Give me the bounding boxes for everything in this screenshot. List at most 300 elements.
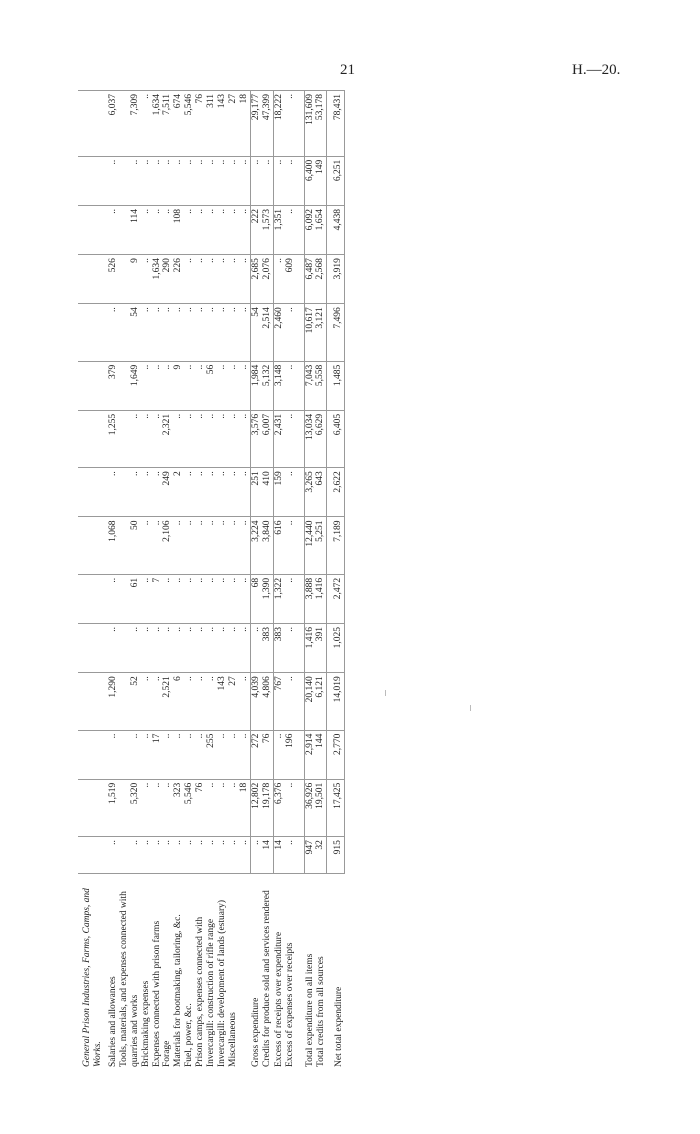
value-cell: 2,076	[262, 255, 273, 304]
value-cell: 255	[206, 730, 217, 779]
value-cell: 6,629	[315, 410, 326, 467]
spacer-row	[296, 91, 305, 1071]
value-cell: 143	[217, 673, 228, 730]
value-cell: 14	[262, 837, 273, 874]
value-cell: 222	[250, 205, 261, 254]
value-cell: 2,321	[162, 410, 173, 467]
value-cell: 36,926	[304, 779, 315, 836]
value-cell: 249	[162, 468, 173, 517]
value-cell: 526	[108, 255, 119, 304]
value-cell: 196	[285, 730, 296, 779]
value-cell: ..	[206, 205, 217, 254]
value-cell: ..	[195, 205, 206, 254]
value-cell: ..	[119, 468, 141, 517]
value-cell: ..	[206, 156, 217, 205]
table-row	[184, 91, 195, 1071]
value-cell: 6,487	[304, 255, 315, 304]
row-label: Prison camps, expenses connected with	[195, 916, 206, 1067]
value-cell: 2,460	[273, 304, 284, 361]
row-label: Salaries and allowances	[107, 976, 118, 1067]
value-cell: ..	[184, 156, 195, 205]
row-label: Brickmaking expenses	[140, 980, 151, 1067]
value-cell: 27	[228, 673, 239, 730]
value-cell: 4,039	[250, 673, 261, 730]
value-cell: 68	[250, 574, 261, 623]
value-cell: 6,405	[327, 410, 345, 467]
value-cell: ..	[108, 304, 119, 361]
value-cell: ..	[228, 779, 239, 836]
print-mark	[470, 705, 471, 711]
value-cell: ..	[195, 730, 206, 779]
table-row	[162, 91, 173, 1071]
value-cell: ..	[206, 255, 217, 304]
value-cell: ..	[162, 837, 173, 874]
value-cell: 947	[304, 837, 315, 874]
row-label: Invercargill: development of lands (estuary)	[217, 899, 228, 1067]
value-cell: ..	[141, 205, 152, 254]
row-label: Excess of expenses over receipts	[284, 942, 295, 1067]
value-cell: ..	[184, 574, 195, 623]
value-cell: 5,546	[184, 91, 195, 157]
value-cell: 9	[119, 255, 141, 304]
empty-cell	[78, 91, 108, 157]
value-cell: ..	[162, 156, 173, 205]
spacer-cell	[296, 574, 305, 623]
value-cell: ..	[141, 624, 152, 673]
value-cell: ..	[239, 410, 250, 467]
value-cell: ..	[228, 304, 239, 361]
value-cell: ..	[141, 517, 152, 574]
value-cell: 13,034	[304, 410, 315, 467]
spacer-cell	[296, 874, 305, 1071]
value-cell: ..	[217, 361, 228, 410]
value-cell: ..	[152, 205, 163, 254]
value-cell: ..	[184, 624, 195, 673]
value-cell: 251	[250, 468, 261, 517]
value-cell: 52	[119, 673, 141, 730]
value-cell: 14	[273, 837, 284, 874]
row-label	[239, 874, 250, 1071]
value-cell: ..	[173, 574, 184, 623]
value-cell: ..	[228, 837, 239, 874]
value-cell: 61	[119, 574, 141, 623]
value-cell: 18,222	[273, 91, 284, 157]
table-row	[228, 91, 239, 1071]
value-cell: ..	[239, 837, 250, 874]
value-cell: 27	[228, 91, 239, 157]
value-cell: ..	[195, 304, 206, 361]
value-cell: 32	[315, 837, 326, 874]
value-cell: 3,840	[262, 517, 273, 574]
value-cell: 108	[173, 205, 184, 254]
value-cell: ..	[162, 205, 173, 254]
value-cell: 3,265	[304, 468, 315, 517]
value-cell: ..	[217, 410, 228, 467]
value-cell: ..	[141, 255, 152, 304]
spacer-cell	[296, 361, 305, 410]
value-cell: 2,521	[162, 673, 173, 730]
empty-cell	[78, 410, 108, 467]
value-cell: ..	[217, 468, 228, 517]
value-cell: 1,984	[250, 361, 261, 410]
table-row	[206, 91, 217, 1071]
value-cell: ..	[228, 468, 239, 517]
value-cell: ..	[173, 410, 184, 467]
value-cell: ..	[152, 361, 163, 410]
value-cell: 1,416	[315, 574, 326, 623]
value-cell: 2,106	[162, 517, 173, 574]
value-cell: ..	[228, 730, 239, 779]
table-title: General Prison Industries, Farms, Camps, and Works.	[82, 888, 103, 1067]
spacer-cell	[296, 304, 305, 361]
value-cell: ..	[152, 624, 163, 673]
value-cell: 5,251	[315, 517, 326, 574]
value-cell: ..	[217, 304, 228, 361]
value-cell: ..	[273, 730, 284, 779]
value-cell: 767	[273, 673, 284, 730]
value-cell: 18	[239, 779, 250, 836]
value-cell: ..	[285, 91, 296, 157]
value-cell: ..	[250, 837, 261, 874]
value-cell: 6,400	[304, 156, 315, 205]
value-cell: 149	[315, 156, 326, 205]
spacer-cell	[296, 468, 305, 517]
empty-cell	[78, 730, 108, 779]
summary-row	[262, 91, 273, 1071]
value-cell: ..	[173, 304, 184, 361]
empty-cell	[78, 468, 108, 517]
document-reference: H.—20.	[572, 62, 621, 78]
value-cell: ..	[141, 673, 152, 730]
row-label: Miscellaneous	[227, 1012, 238, 1067]
value-cell: ..	[217, 837, 228, 874]
value-cell: 19,501	[315, 779, 326, 836]
value-cell: 1,290	[108, 673, 119, 730]
value-cell: ..	[228, 156, 239, 205]
spacer-cell	[296, 91, 305, 157]
value-cell: ..	[184, 730, 195, 779]
value-cell: ..	[285, 673, 296, 730]
print-mark	[385, 690, 386, 696]
total-row	[315, 91, 326, 1071]
value-cell: 6,092	[304, 205, 315, 254]
value-cell: ..	[162, 730, 173, 779]
spacer-cell	[296, 517, 305, 574]
value-cell: ..	[108, 624, 119, 673]
value-cell: 76	[195, 779, 206, 836]
value-cell: ..	[217, 779, 228, 836]
value-cell: ..	[141, 361, 152, 410]
value-cell: ..	[173, 517, 184, 574]
value-cell: 1,390	[262, 574, 273, 623]
value-cell: ..	[141, 91, 152, 157]
value-cell: 1,634	[152, 255, 163, 304]
value-cell: ..	[119, 837, 141, 874]
empty-cell	[78, 837, 108, 874]
table-row	[195, 91, 206, 1071]
value-cell: 2,472	[327, 574, 345, 623]
value-cell: ..	[217, 517, 228, 574]
value-cell: ..	[184, 410, 195, 467]
table-row	[173, 91, 184, 1071]
value-cell: 6	[173, 673, 184, 730]
value-cell: ..	[184, 673, 195, 730]
value-cell: ..	[184, 837, 195, 874]
value-cell: ..	[206, 624, 217, 673]
value-cell: 3,224	[250, 517, 261, 574]
value-cell: 5,558	[315, 361, 326, 410]
value-cell: 1,519	[108, 779, 119, 836]
value-cell: 76	[262, 730, 273, 779]
value-cell: ..	[195, 673, 206, 730]
row-label: Fuel, power, &c.	[184, 1003, 195, 1067]
value-cell: ..	[184, 517, 195, 574]
value-cell: ..	[285, 205, 296, 254]
row-label: Total expenditure on all items	[304, 953, 315, 1067]
value-cell: 7,043	[304, 361, 315, 410]
empty-cell	[78, 255, 108, 304]
table-title-row	[78, 91, 108, 1071]
value-cell: ..	[195, 574, 206, 623]
value-cell: 311	[206, 91, 217, 157]
value-cell: ..	[239, 156, 250, 205]
value-cell: 4,438	[327, 205, 345, 254]
value-cell: ..	[239, 517, 250, 574]
value-cell: 54	[250, 304, 261, 361]
expenditure-table	[78, 90, 345, 1070]
value-cell: ..	[285, 410, 296, 467]
value-cell: 2,914	[304, 730, 315, 779]
value-cell: ..	[206, 779, 217, 836]
value-cell: ..	[195, 837, 206, 874]
value-cell: ..	[108, 837, 119, 874]
value-cell: 1,351	[273, 205, 284, 254]
value-cell: ..	[285, 361, 296, 410]
value-cell: 6,376	[273, 779, 284, 836]
value-cell: ..	[228, 361, 239, 410]
value-cell: 20,140	[304, 673, 315, 730]
value-cell: ..	[206, 304, 217, 361]
value-cell: ..	[239, 361, 250, 410]
value-cell: ..	[285, 624, 296, 673]
value-cell: 643	[315, 468, 326, 517]
value-cell: 78,431	[327, 91, 345, 157]
value-cell: 54	[119, 304, 141, 361]
value-cell: ..	[141, 779, 152, 836]
spacer-cell	[296, 673, 305, 730]
spacer-cell	[296, 156, 305, 205]
value-cell: 1,573	[262, 205, 273, 254]
value-cell: 2,770	[327, 730, 345, 779]
value-cell: 47,399	[262, 91, 273, 157]
value-cell: 76	[195, 91, 206, 157]
page-number: 21	[340, 62, 355, 78]
spacer-cell	[296, 730, 305, 779]
row-label: Materials for bootmaking, tailoring, &c.	[173, 914, 184, 1067]
value-cell: 290	[162, 255, 173, 304]
table-row	[108, 91, 119, 1071]
value-cell: 114	[119, 205, 141, 254]
value-cell: 323	[173, 779, 184, 836]
value-cell: 4,806	[262, 673, 273, 730]
value-cell: ..	[206, 837, 217, 874]
value-cell: 29,177	[250, 91, 261, 157]
value-cell: 6,121	[315, 673, 326, 730]
table-row	[239, 91, 250, 1071]
spacer-cell	[296, 837, 305, 874]
value-cell: ..	[152, 673, 163, 730]
value-cell: 12,802	[250, 779, 261, 836]
value-cell: 272	[250, 730, 261, 779]
value-cell: ..	[228, 574, 239, 623]
value-cell: ..	[184, 361, 195, 410]
value-cell: ..	[173, 837, 184, 874]
value-cell: 226	[173, 255, 184, 304]
value-cell: ..	[141, 574, 152, 623]
value-cell: ..	[173, 730, 184, 779]
empty-cell	[78, 361, 108, 410]
value-cell: ..	[239, 304, 250, 361]
value-cell: 6,007	[262, 410, 273, 467]
value-cell: ..	[206, 673, 217, 730]
value-cell: 2,622	[327, 468, 345, 517]
value-cell: ..	[228, 517, 239, 574]
net-total-row	[327, 91, 345, 1071]
value-cell: 2,431	[273, 410, 284, 467]
value-cell: ..	[119, 156, 141, 205]
value-cell: ..	[162, 779, 173, 836]
value-cell: ..	[228, 410, 239, 467]
value-cell: ..	[195, 624, 206, 673]
value-cell: ..	[273, 156, 284, 205]
value-cell: ..	[206, 574, 217, 623]
table-row	[141, 91, 152, 1071]
value-cell: 17	[152, 730, 163, 779]
row-label: Gross expenditure	[250, 997, 261, 1067]
value-cell: 5,546	[184, 779, 195, 836]
value-cell: ..	[152, 779, 163, 836]
value-cell: 3,919	[327, 255, 345, 304]
value-cell: ..	[108, 156, 119, 205]
value-cell: ..	[228, 624, 239, 673]
value-cell: 1,649	[119, 361, 141, 410]
value-cell: ..	[217, 205, 228, 254]
value-cell: ..	[239, 468, 250, 517]
value-cell: ..	[152, 304, 163, 361]
value-cell: 1,322	[273, 574, 284, 623]
value-cell: ..	[195, 255, 206, 304]
value-cell: 18	[239, 91, 250, 157]
value-cell: 3,121	[315, 304, 326, 361]
value-cell: ..	[250, 156, 261, 205]
value-cell: ..	[162, 574, 173, 623]
spacer-cell	[296, 255, 305, 304]
value-cell: 915	[327, 837, 345, 874]
value-cell: 5,132	[262, 361, 273, 410]
total-row	[304, 91, 315, 1071]
table-row	[217, 91, 228, 1071]
value-cell: ..	[250, 624, 261, 673]
summary-row	[250, 91, 261, 1071]
value-cell: 56	[206, 361, 217, 410]
value-cell: ..	[239, 730, 250, 779]
rotated-expenditure-table	[78, 90, 346, 1070]
row-label: Credits for produce sold and services rendered	[262, 890, 273, 1067]
value-cell: 383	[262, 624, 273, 673]
value-cell: 7,511	[162, 91, 173, 157]
value-cell: 50	[119, 517, 141, 574]
value-cell: ..	[141, 304, 152, 361]
value-cell: ..	[184, 255, 195, 304]
value-cell: ..	[285, 574, 296, 623]
value-cell: 410	[262, 468, 273, 517]
value-cell: 14,019	[327, 673, 345, 730]
value-cell: ..	[217, 730, 228, 779]
value-cell: ..	[195, 410, 206, 467]
value-cell: 391	[315, 624, 326, 673]
empty-cell	[78, 205, 108, 254]
value-cell: ..	[239, 624, 250, 673]
value-cell: 609	[285, 255, 296, 304]
row-label: Invercargill: construction of rifle range	[206, 918, 217, 1067]
value-cell: ..	[195, 156, 206, 205]
empty-cell	[78, 779, 108, 836]
value-cell: ..	[108, 468, 119, 517]
value-cell: 10,617	[304, 304, 315, 361]
value-cell: 7	[152, 574, 163, 623]
value-cell: 7,189	[327, 517, 345, 574]
value-cell: ..	[108, 730, 119, 779]
value-cell: ..	[119, 410, 141, 467]
empty-cell	[78, 574, 108, 623]
value-cell: 3,148	[273, 361, 284, 410]
value-cell: 7,496	[327, 304, 345, 361]
value-cell: ..	[184, 304, 195, 361]
value-cell: 19,178	[262, 779, 273, 836]
value-cell: ..	[285, 304, 296, 361]
empty-cell	[78, 304, 108, 361]
value-cell: 1,025	[327, 624, 345, 673]
value-cell: ..	[206, 410, 217, 467]
value-cell: 2,514	[262, 304, 273, 361]
value-cell: ..	[285, 779, 296, 836]
value-cell: ..	[273, 255, 284, 304]
value-cell: 1,654	[315, 205, 326, 254]
value-cell: 144	[315, 730, 326, 779]
value-cell: ..	[152, 468, 163, 517]
value-cell: ..	[119, 730, 141, 779]
value-cell: 1,634	[152, 91, 163, 157]
value-cell: 6,251	[327, 156, 345, 205]
value-cell: ..	[152, 837, 163, 874]
value-cell: 2,685	[250, 255, 261, 304]
value-cell: ..	[239, 205, 250, 254]
table-row	[152, 91, 163, 1071]
value-cell: 6,037	[108, 91, 119, 157]
row-label: Excess of receipts over expenditure	[273, 931, 284, 1067]
value-cell: ..	[228, 205, 239, 254]
value-cell: ..	[108, 205, 119, 254]
value-cell: ..	[206, 517, 217, 574]
value-cell: ..	[141, 156, 152, 205]
value-cell: ..	[108, 574, 119, 623]
value-cell: 383	[273, 624, 284, 673]
value-cell: ..	[162, 304, 173, 361]
value-cell: ..	[184, 205, 195, 254]
value-cell: 3,888	[304, 574, 315, 623]
value-cell: ..	[285, 468, 296, 517]
value-cell: ..	[239, 255, 250, 304]
